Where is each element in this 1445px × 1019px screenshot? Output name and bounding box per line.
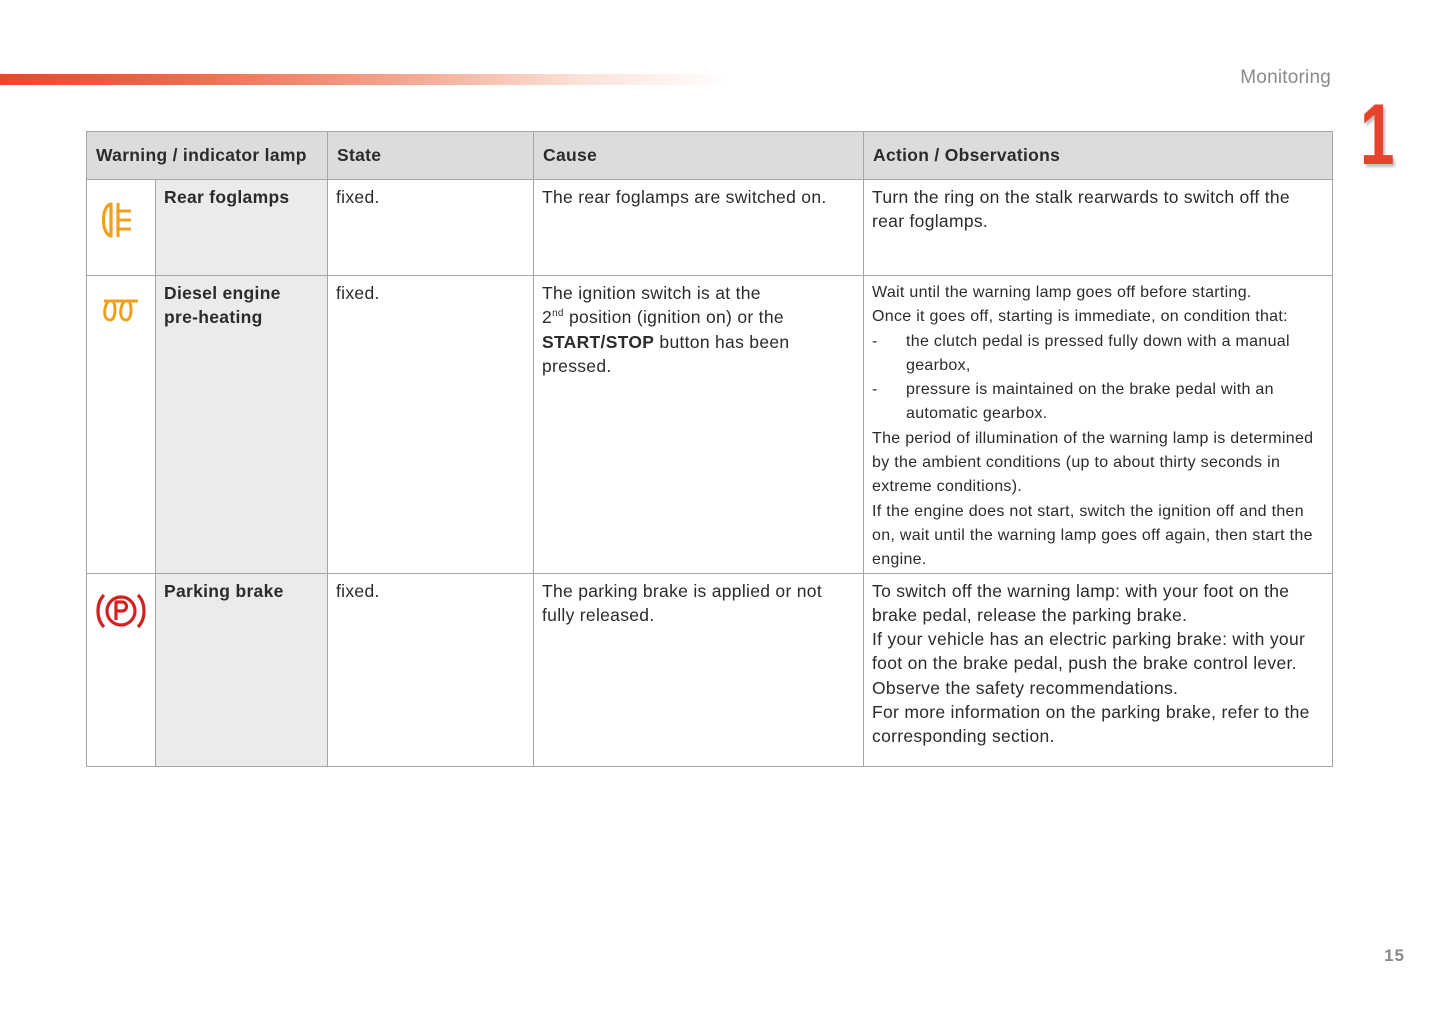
state-cell: fixed. (328, 180, 534, 276)
header-lamp: Warning / indicator lamp (87, 132, 328, 180)
lamp-name-line: Diesel engine (164, 283, 281, 303)
icon-cell (87, 276, 156, 574)
header-cause: Cause (534, 132, 864, 180)
state-cell: fixed. (328, 573, 534, 766)
icon-cell (87, 573, 156, 766)
table-row (87, 573, 1333, 766)
table-row (87, 180, 1333, 276)
action-paragraph: Once it goes off, starting is immediate, on condition that: (872, 308, 1288, 326)
action-paragraph: Wait until the warning lamp goes off before starting. (872, 284, 1252, 301)
chapter-number: 1 (1360, 87, 1395, 183)
cause-text: The ignition switch is at the (542, 283, 761, 303)
action-cell (864, 276, 1333, 574)
action-paragraph: If your vehicle has an electric parking brake: with your foot on the brake pedal, push the brake control lever. (872, 629, 1306, 674)
lamp-name (156, 276, 328, 574)
list-item (872, 378, 1323, 427)
icon-cell (87, 180, 156, 276)
section-title: Monitoring (1240, 67, 1331, 88)
list-item-text: the clutch pedal is pressed fully down with a manual gearbox, (906, 332, 1290, 374)
preheating-icon (101, 296, 141, 326)
cause-superscript: nd (552, 308, 564, 320)
table-header-row (87, 132, 1333, 180)
lamp-name: Rear foglamps (156, 180, 328, 276)
action-paragraph: Observe the safety recommendations. (872, 677, 1179, 698)
list-item (872, 330, 1323, 379)
header-state: State (328, 132, 534, 180)
lamp-name-line: pre-heating (164, 307, 263, 328)
action-paragraph: If the engine does not start, switch the ignition off and then on, wait until the warning lamp goes off again, then start the engine. (872, 502, 1313, 569)
cause-cell: The rear foglamps are switched on. (534, 180, 864, 276)
action-paragraph: To switch off the warning lamp: with your foot on the brake pedal, release the parking brake. (872, 580, 1290, 625)
cause-cell: The parking brake is applied or not fully released. (534, 573, 864, 766)
action-paragraph: The period of illumination of the warning lamp is determined by the ambient conditions (up to about thirty seconds in extreme conditions). (872, 429, 1314, 496)
table-row (87, 276, 1333, 574)
cause-text: button has been pressed. (542, 331, 790, 376)
lamp-name: Parking brake (156, 573, 328, 766)
start-stop-label: START/STOP (542, 331, 655, 352)
cause-cell (534, 276, 864, 574)
action-paragraph: For more information on the parking brake, refer to the corresponding section. (872, 702, 1310, 747)
cause-text: position (ignition on) or the (563, 307, 784, 328)
action-cell (864, 573, 1333, 766)
dash-bullet: - (872, 332, 878, 350)
warning-lamp-table (86, 131, 1333, 767)
list-item-text: pressure is maintained on the brake pedal with an automatic gearbox. (906, 381, 1274, 423)
parking-brake-icon (95, 590, 147, 632)
cause-text: 2 (542, 307, 553, 328)
page-number: 15 (1384, 946, 1405, 965)
accent-stripe (0, 74, 730, 85)
action-cell: Turn the ring on the stalk rearwards to switch off the rear foglamps. (864, 180, 1333, 276)
rear-foglamp-icon (97, 200, 145, 240)
header-action: Action / Observations (864, 132, 1333, 180)
state-cell: fixed. (328, 276, 534, 574)
dash-bullet: - (872, 381, 878, 399)
